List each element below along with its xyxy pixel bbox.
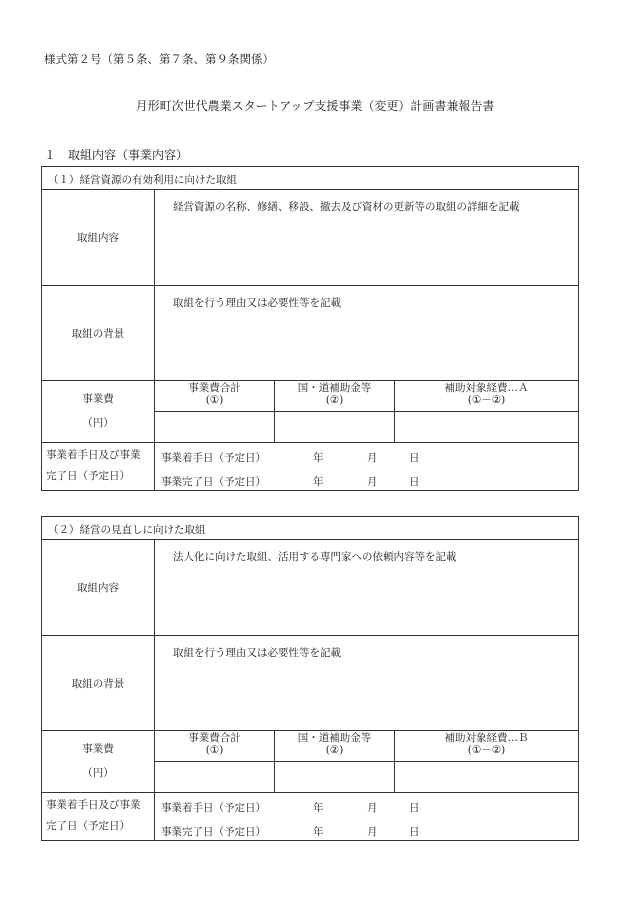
subsidy-field[interactable] <box>275 762 395 793</box>
section-2-table <box>41 516 579 841</box>
date-label: 事業着手日及び事業 完了日（予定日） <box>42 443 155 491</box>
section-title: １ 取組内容（事業内容） <box>44 148 189 162</box>
total-cost-header: 事業費合計 (①) <box>155 731 275 762</box>
background-note: 取組を行う理由又は必要性等を記載 <box>173 647 341 659</box>
total-cost-header: 事業費合計 (①) <box>155 381 275 412</box>
subsidy-field[interactable] <box>275 412 395 443</box>
background-field[interactable] <box>155 636 579 731</box>
background-note: 取組を行う理由又は必要性等を記載 <box>173 297 341 309</box>
eligible-cost-field[interactable] <box>395 412 579 443</box>
eligible-cost-field[interactable] <box>395 762 579 793</box>
end-date-row[interactable]: 事業完了日（予定日） 年 月 日 <box>161 826 420 838</box>
end-date-row[interactable]: 事業完了日（予定日） 年 月 日 <box>161 476 420 488</box>
section-heading: （１）経営資源の有効利用に向けた取組 <box>42 167 579 190</box>
background-field[interactable] <box>155 286 579 381</box>
eligible-cost-header: 補助対象経費…Ａ (①－②) <box>395 381 579 412</box>
cost-label: 事業費 （円） <box>42 381 155 443</box>
content-label: 取組内容 <box>42 190 155 286</box>
content-note: 経営資源の名称、修繕、移設、撤去及び資材の更新等の取組の詳細を記載 <box>173 201 520 213</box>
eligible-cost-header: 補助対象経費…Ｂ (①－②) <box>395 731 579 762</box>
content-label: 取組内容 <box>42 540 155 636</box>
total-cost-field[interactable] <box>155 412 275 443</box>
cost-label: 事業費 （円） <box>42 731 155 793</box>
start-date-row[interactable]: 事業着手日（予定日） 年 月 日 <box>161 802 420 814</box>
start-date-row[interactable]: 事業着手日（予定日） 年 月 日 <box>161 452 420 464</box>
background-label: 取組の背景 <box>42 636 155 731</box>
date-fields[interactable] <box>155 793 579 841</box>
date-label: 事業着手日及び事業 完了日（予定日） <box>42 793 155 841</box>
content-field[interactable] <box>155 190 579 286</box>
form-number: 様式第２号（第５条、第７条、第９条関係） <box>44 52 274 66</box>
total-cost-field[interactable] <box>155 762 275 793</box>
section-1-table <box>41 166 579 491</box>
section-heading: （２）経営の見直しに向けた取組 <box>42 517 579 540</box>
content-field[interactable] <box>155 540 579 636</box>
date-fields[interactable] <box>155 443 579 491</box>
subsidy-header: 国・道補助金等 (②) <box>275 381 395 412</box>
subsidy-header: 国・道補助金等 (②) <box>275 731 395 762</box>
document-title: 月形町次世代農業スタートアップ支援事業（変更）計画書兼報告書 <box>135 99 495 113</box>
content-note: 法人化に向けた取組、活用する専門家への依頼内容等を記載 <box>173 551 457 563</box>
background-label: 取組の背景 <box>42 286 155 381</box>
